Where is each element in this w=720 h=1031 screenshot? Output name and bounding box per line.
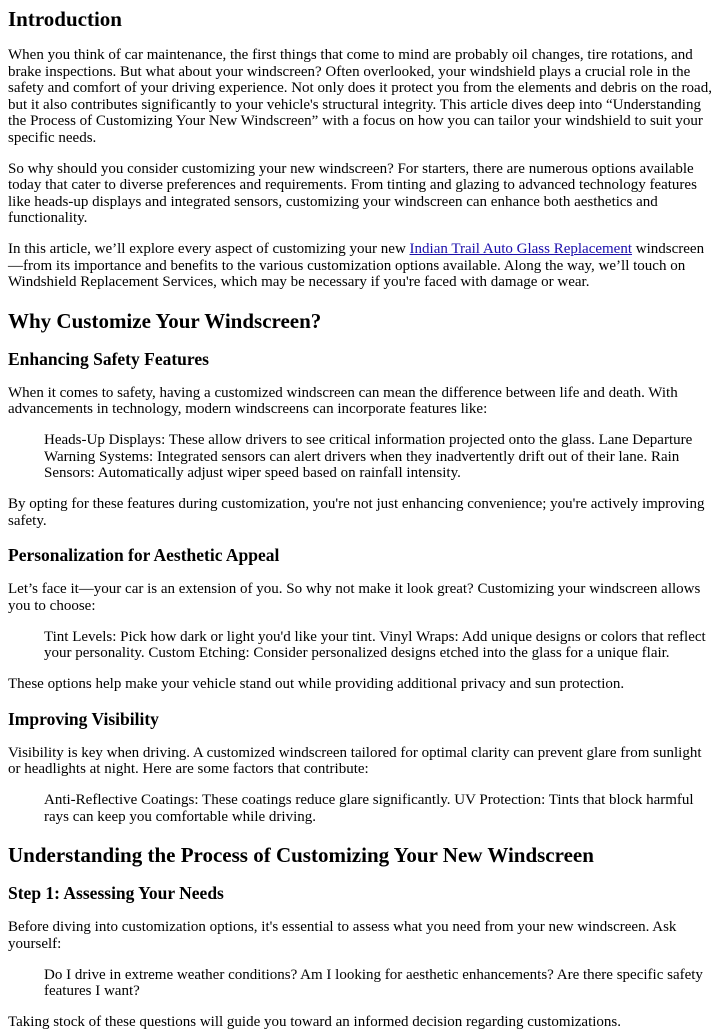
heading-improving-visibility: Improving Visibility [8, 708, 159, 729]
heading-introduction: Introduction [8, 7, 122, 31]
visibility-factors-quote: Anti-Reflective Coatings: These coatings reduce glare significantly. UV Protection: Tints that block harmful rays can keep you comfortable while driving. [44, 792, 694, 825]
personalization-options-quote: Tint Levels: Pick how dark or light you'd like your tint. Vinyl Wraps: Add unique designs or colors that reflect your personality. Custom Etching: Consider personalized designs etched into the glass for a unique flair. [44, 628, 706, 661]
step1-paragraph-2: Taking stock of these questions will guide you toward an informed decision regarding customizations. [8, 1014, 621, 1030]
heading-enhancing-safety: Enhancing Safety Features [8, 348, 209, 369]
step1-paragraph-1: Before diving into customization options, it's essential to assess what you need from your new windscreen. Ask yourself: [8, 919, 677, 952]
visibility-paragraph-1: Visibility is key when driving. A customized windscreen tailored for optimal clarity can prevent glare from sunlight or headlights at night. Here are some factors that contribute: [8, 744, 702, 777]
intro-paragraph-3-text-after: windscreen—from its importance and benefits to the various customization options available. Along the way, we’ll touch on Windshield Replacement Services, which may be necessary if you're faced with damage or wear. [8, 241, 705, 290]
indian-trail-auto-glass-link[interactable]: Indian Trail Auto Glass Replacement [409, 241, 633, 257]
intro-paragraph-2: So why should you consider customizing your new windscreen? For starters, there are numerous options available today that cater to diverse preferences and requirements. From tinting and glazing to advanced technology features like heads-up displays and integrated sensors, customizing your windscreen can enhance both aesthetics and functionality. [8, 160, 697, 226]
heading-understanding-process: Understanding the Process of Customizing Your New Windscreen [8, 843, 594, 867]
heading-why-customize: Why Customize Your Windscreen? [8, 308, 322, 333]
personalization-paragraph-2: These options help make your vehicle stand out while providing additional privacy and sun protection. [8, 676, 625, 692]
heading-personalization: Personalization for Aesthetic Appeal [8, 545, 280, 565]
safety-features-quote: Heads-Up Displays: These allow drivers to see critical information projected onto the glass. Lane Departure Warning Systems: Integrated sensors can alert drivers when they inadvertently drift out of their lane. Rain Sensors: Automatically adjust wiper speed based on rainfall intensity. [44, 432, 693, 481]
personalization-paragraph-1: Let’s face it—your car is an extension of you. So why not make it look great? Customizing your windscreen allows you to choose: [8, 581, 701, 614]
safety-paragraph-2: By opting for these features during customization, you're not just enhancing convenience; you're actively improving safety. [8, 496, 705, 529]
article [0, 7, 720, 1031]
intro-paragraph-3-text-before: In this article, we’ll explore every aspect of customizing your new [8, 241, 410, 257]
step1-questions-quote: Do I drive in extreme weather conditions? Am I looking for aesthetic enhancements? Are there specific safety features I want? [44, 966, 703, 999]
intro-paragraph-1: When you think of car maintenance, the first things that come to mind are probably oil changes, tire rotations, and brake inspections. But what about your windscreen? Often overlooked, your windshield plays a crucial role in the safety and comfort of your driving experience. Not only does it protect you from the elements and debris on the road, but it also contributes significantly to your vehicle's structural integrity. This article dives deep into “Understanding the Process of Customizing Your New Windscreen” with a focus on how you can tailor your windshield to suit your specific needs. [8, 47, 712, 146]
safety-paragraph-1: When it comes to safety, having a customized windscreen can mean the difference between life and death. With advancements in technology, modern windscreens can incorporate features like: [8, 384, 678, 417]
intro-paragraph-3 [8, 241, 712, 291]
heading-step-1: Step 1: Assessing Your Needs [8, 883, 224, 903]
